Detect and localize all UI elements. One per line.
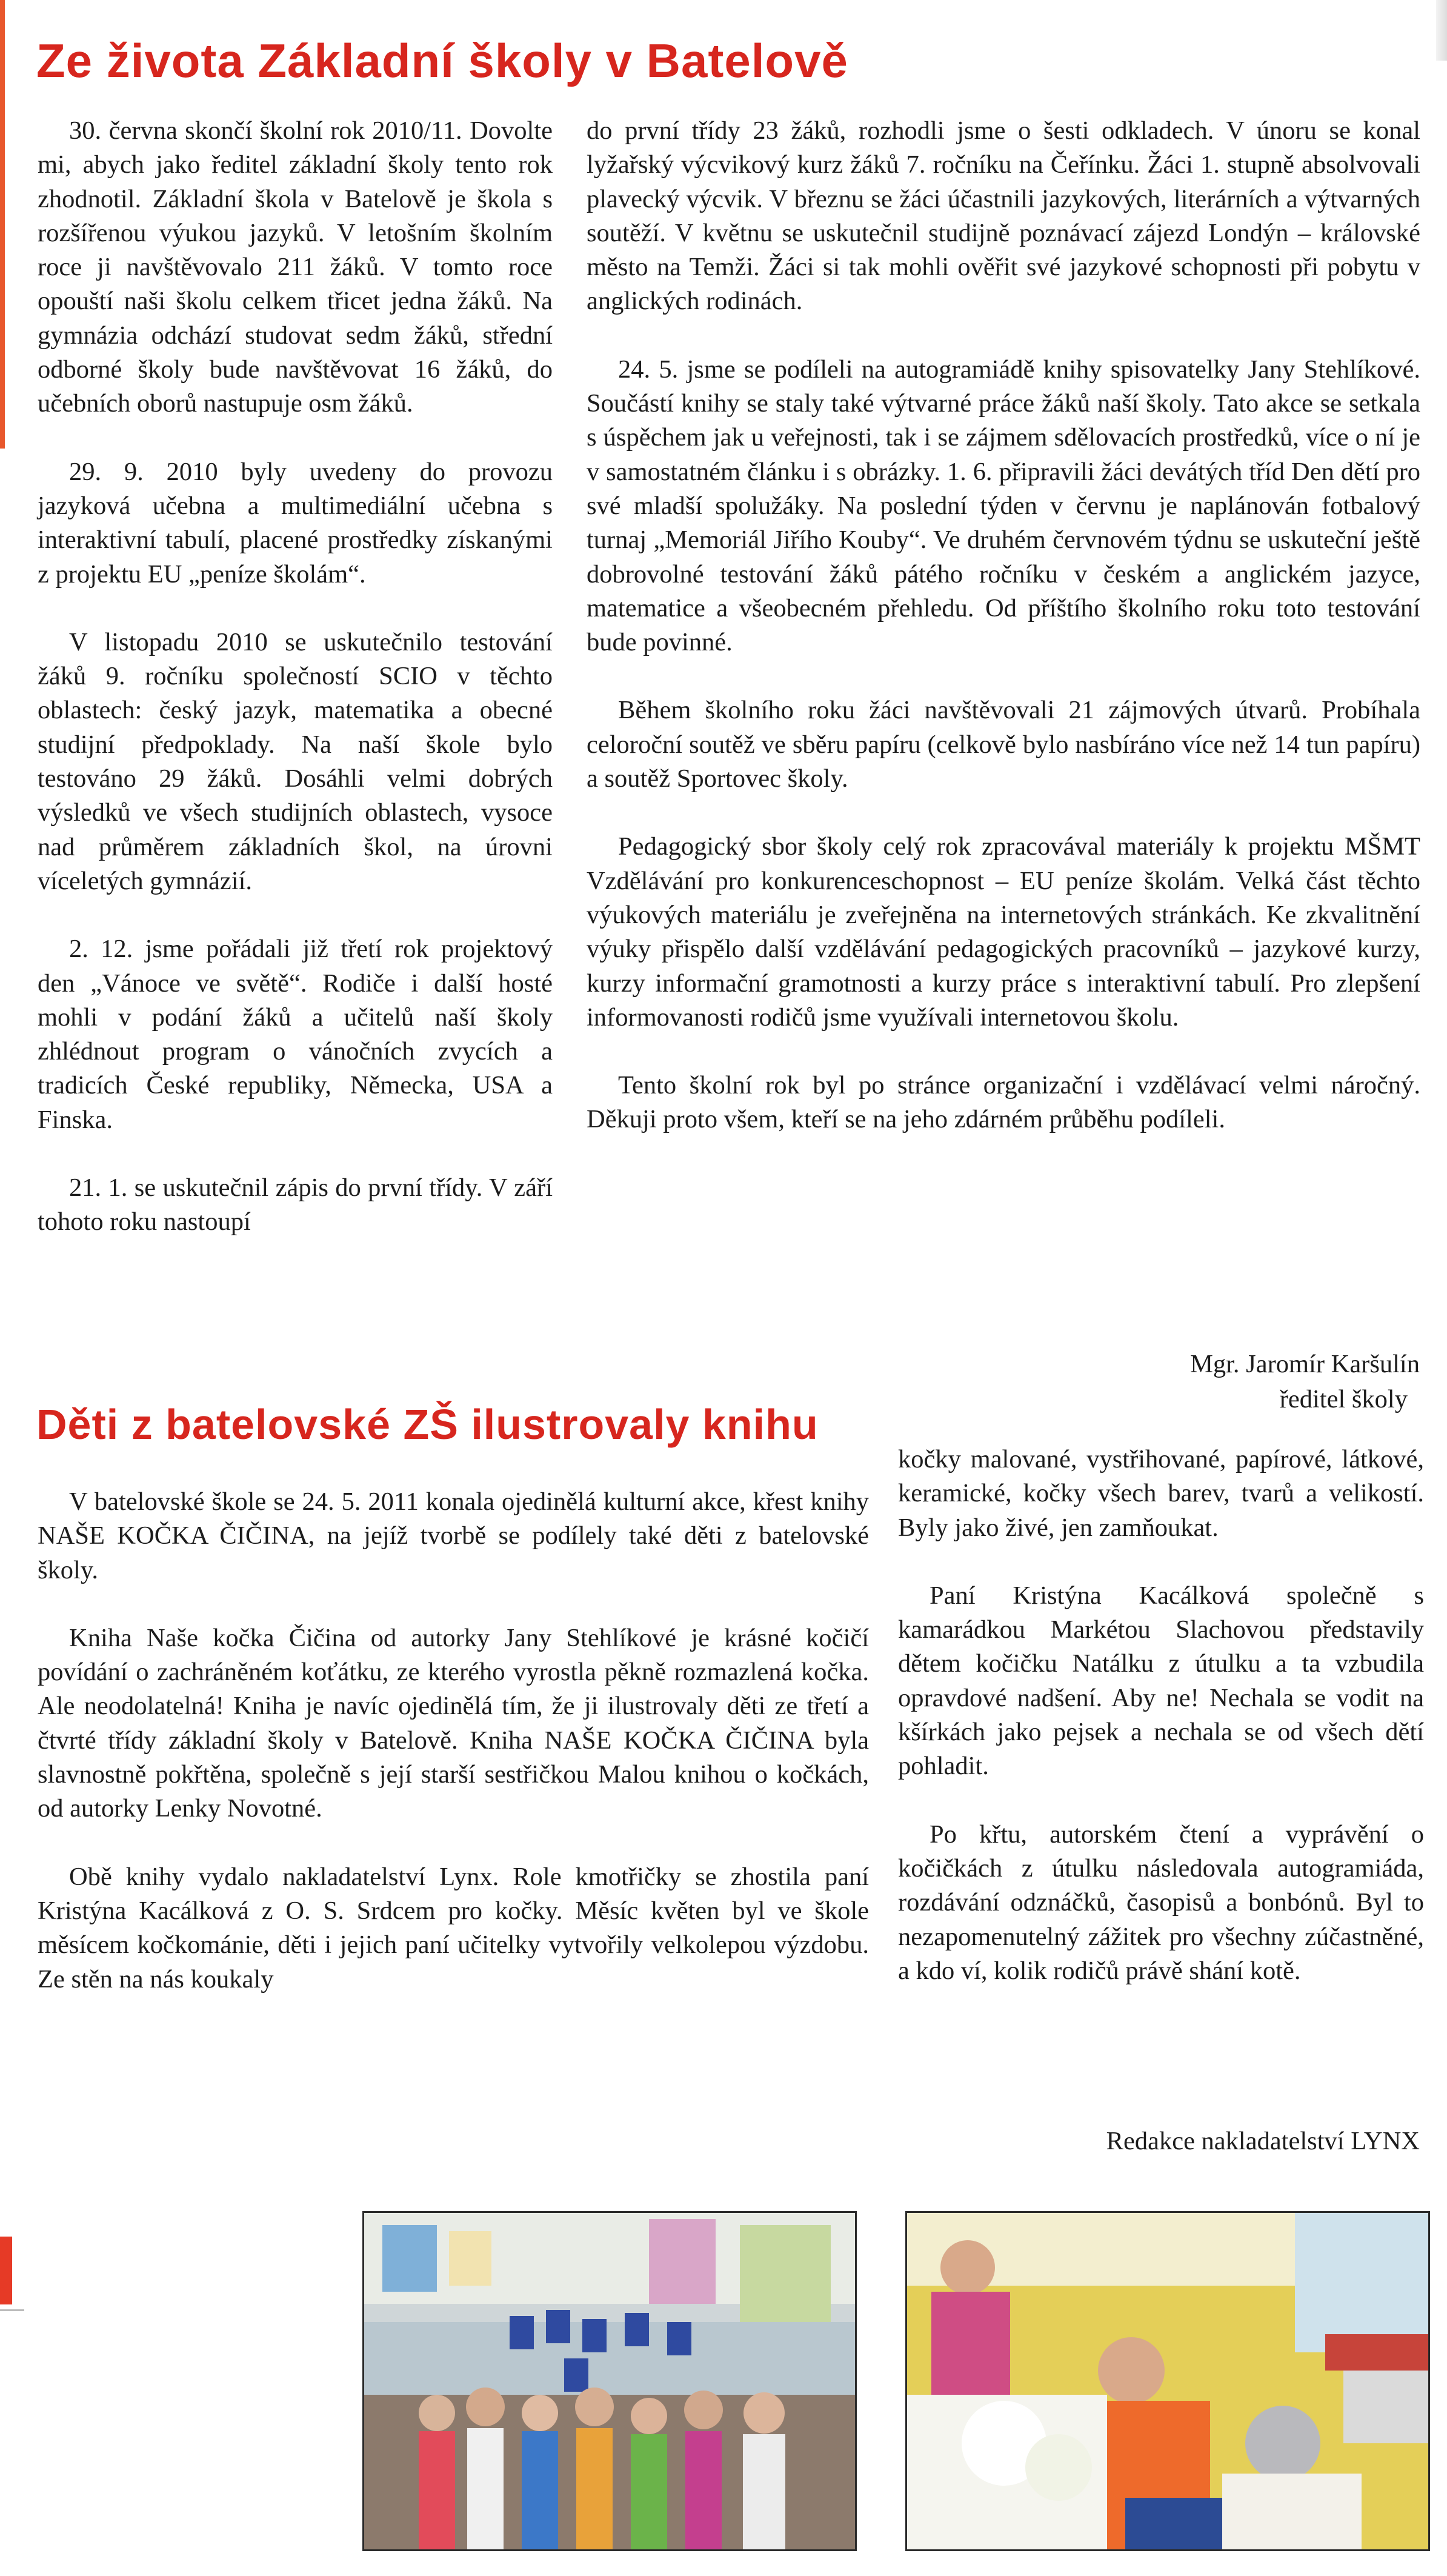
photo-autograph-session [905,2211,1430,2551]
credit: Redakce nakladatelství LYNX [1106,2127,1420,2155]
signature [996,1347,1420,1417]
article-title: Ze života Základní školy v Batelově [36,34,848,87]
paragraph: 30. června skončí školní rok 2010/11. Dovolte mi, abych jako ředitel základní školy tento rok zhodnotil. Základní škola v Batelově je škola s rozšířenou výukou jazyků. V letošním školním roce ji navštěvovalo 211 žáků. V tomto roce opouští naši školu celkem třicet jedna žáků. Na gymnázia odchází studovat sedm žáků, střední odborné školy bude navštěvovat 16 žáků, do učebních oborů nastupuje osm žáků. [38,116,553,418]
signature-name: Mgr. Jaromír Karšulín [1190,1350,1420,1378]
article-column-right [587,114,1420,1137]
accent-bar [0,0,5,449]
paragraph: Obě knihy vydalo nakladatelství Lynx. Role kmotřičky se zhostila paní Kristýna Kacálková z O. S. Srdcem pro kočky. Měsíc květen byl ve škole měsícem kočkománie, děti i jejich paní učitelky vytvořily velkolepou výzdobu. Ze stěn na nás koukaly [38,1862,869,1994]
paragraph: do první třídy 23 žáků, rozhodli jsme o šesti odkladech. V únoru se konal lyžařský výcvikový kurz žáků 7. ročníku na Čeřínku. Žáci 1. stupně absolvovali plavecký výcvik. V březnu se žáci účastnili jazykových, literárních a výtvarných soutěží. V květnu se uskutečnil studijně poznávací zájezd Londýn – královské město na Temži. Žáci si tak mohli ověřit své jazykové schopnosti při pobytu v anglických rodinách. [587,116,1420,316]
paragraph: V batelovské škole se 24. 5. 2011 konala ojedinělá kulturní akce, křest knihy NAŠE KOČKA ČIČINA, na jejíž tvorbě se podílely také děti z batelovské školy. [38,1487,869,1584]
article-column-right [898,1443,1424,1988]
paragraph: Pedagogický sbor školy celý rok zpracovával materiály k projektu MŠMT Vzdělávání pro konkurenceschopnost – EU peníze školám. Velká část těchto výukových materiálu je zveřejněna na internetových stránkách. Ke zkvalitnění výuky přispělo další vzdělávání pedagogických pracovníků – jazykové kurzy, kurzy informační gramotnosti a kurzy práce s interaktivní tabulí. Pro zlepšení informovanosti rodičů jsme využívali internetovou školu. [587,832,1420,1032]
article-title: Děti z batelovské ZŠ ilustrovaly knihu [36,1401,819,1448]
paragraph: V listopadu 2010 se uskutečnilo testování žáků 9. ročníku společností SCIO v těchto oblastech: český jazyk, matematika a obecné studijní předpoklady. Na naší škole bylo testováno 29 žáků. Dosáhli velmi dobrých výsledků ve všech studijních oblastech, vysoce nad průměrem základních škol, na úrovni víceletých gymnázií. [38,627,553,895]
divider [0,2309,24,2311]
paragraph: Kniha Naše kočka Čičina od autorky Jany Stehlíkové je krásné kočičí povídání o zachráněném koťátku, ze kterého vyrostla pěkně rozmazlená kočka. Ale neodolatelná! Kniha je navíc ojedinělá tím, že ji ilustrovaly děti ze třetí a čtvrté třídy základní školy v Batelově. Kniha NAŠE KOČKA ČIČINA byla slavnostně pokřtěna, společně s její starší sestřičkou Malou knihou o kočkách, od autorky Lenky Novotné. [38,1623,869,1823]
article-column-left [38,114,553,1240]
paragraph: kočky malované, vystřihované, papírové, látkové, keramické, kočky všech barev, tvarů a velikostí. Byly jako živé, jen zamňoukat. [898,1445,1424,1542]
photo-children-with-books [362,2211,857,2551]
paragraph: Během školního roku žáci navštěvovali 21 zájmových útvarů. Probíhala celoroční soutěž ve sběru papíru (celkově bylo nasbíráno více než 14 tun papíru) a soutěž Sportovec školy. [587,696,1420,793]
paragraph: 24. 5. jsme se podíleli na autogramiádě knihy spisovatelky Jany Stehlíkové. Součástí knihy se staly také výtvarné práce žáků naší školy. Tato akce se setkala s úspěchem jak u veřejnosti, tak i se zájmem sdělovacích prostředků, více o ní je v samostatném článku i s obrázky. 1. 6. připravili žáci devátých tříd Den dětí pro své mladší spolužáky. Na poslední týden v červnu je naplánován fotbalový turnaj „Memoriál Jiřího Kouby“. Ve druhém červnovém týdnu se uskuteční ještě dobrovolné testování žáků pátého ročníku v českém a anglickém jazyce, matematice a všeobecném přehledu. Od příštího školního roku toto testování bude povinné. [587,355,1420,657]
article-column-left [38,1485,869,1997]
paragraph: Paní Kristýna Kacálková společně s kamarádkou Markétou Slachovou představily dětem kočičku Natálku z útulku a ta vzbudila opravdové nadšení. Aby ne! Nechala se vodit na kšírkách jako pejsek a nechala se od všech dětí pohladit. [898,1581,1424,1781]
signature-role: ředitel školy [1279,1385,1408,1413]
paragraph: 29. 9. 2010 byly uvedeny do provozu jazyková učebna a multimediální učebna s interaktivní tabulí, placené prostředky získanými z projektu EU „peníze školám“. [38,457,553,589]
paragraph: Po křtu, autorském čtení a vyprávění o kočičkách z útulku následovala autogramiáda, rozdávání odznáčků, časopisů a bonbónů. Byl to nezapomenutelný zážitek pro všechny zúčastněné, a kdo ví, kolik rodičů právě shání kotě. [898,1820,1424,1985]
page-edge-mark [0,2237,12,2304]
paragraph: 2. 12. jsme pořádali již třetí rok projektový den „Vánoce ve světě“. Rodiče i další hosté mohli v podání žáků a učitelů naší školy zhlédnout program o vánočních zvycích a tradicích České republiky, Německa, USA a Finska. [38,935,553,1134]
paragraph: Tento školní rok byl po stránce organizační i vzdělávací velmi náročný. Děkuji proto všem, kteří se na jeho zdárném průběhu podíleli. [587,1071,1420,1134]
paragraph: 21. 1. se uskutečnil zápis do první třídy. V září tohoto roku nastoupí [38,1173,553,1236]
page-edge [1436,0,1447,61]
